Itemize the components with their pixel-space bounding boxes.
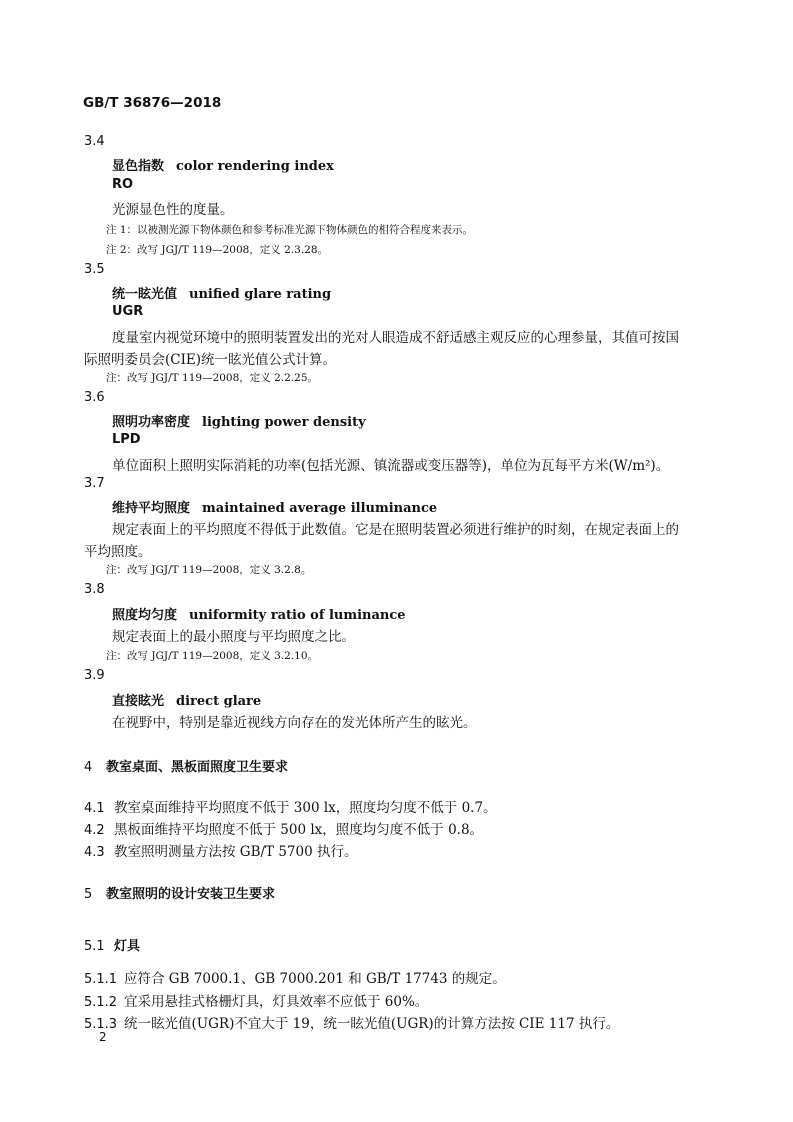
clause-number: 5.1.1	[84, 972, 118, 987]
term-definition: 单位面积上照明实际消耗的功率(包括光源、镇流器或变压器等)，单位为瓦每平方米(W/m²)。	[112, 458, 670, 474]
term-definition-continued: 平均照度。	[84, 544, 152, 560]
term-note: 注：改写 JGJ/T 119—2008，定义 2.2.25。	[106, 372, 319, 384]
term-en: maintained average illuminance	[202, 501, 438, 516]
subsection-title: 灯具	[114, 939, 141, 954]
term-number: 3.8	[84, 582, 105, 597]
clause	[84, 840, 358, 860]
section-heading	[84, 883, 275, 902]
term-definition: 规定表面上的平均照度不得低于此数值。它是在照明装置必须进行维护的时刻，在规定表面上的	[112, 522, 679, 538]
clause-text: 教室照明测量方法按 GB/T 5700 执行。	[114, 844, 358, 860]
section-number: 4	[84, 760, 93, 775]
clause	[84, 967, 506, 987]
clause-text: 黑板面维持平均照度不低于 500 lx，照度均匀度不低于 0.8。	[114, 822, 484, 838]
term-zh: 照度均匀度	[112, 608, 178, 623]
section-title: 教室照明的设计安装卫生要求	[106, 887, 276, 902]
term-note: 注：改写 JGJ/T 119—2008，定义 3.2.10。	[106, 650, 319, 662]
term-number: 3.6	[84, 390, 105, 405]
term-number: 3.9	[84, 668, 105, 683]
clause-text: 教室桌面维持平均照度不低于 300 lx，照度均匀度不低于 0.7。	[114, 800, 497, 816]
term-en: color rendering index	[176, 159, 334, 174]
clause-number: 4.2	[84, 823, 105, 838]
clause	[84, 1012, 619, 1032]
term-en: unified glare rating	[189, 287, 332, 302]
term-note: 注 1：以被测光源下物体颜色和参考标准光源下物体颜色的相符合程度来表示。	[106, 224, 474, 236]
term-abbreviation: RO	[112, 177, 134, 192]
section-title: 教室桌面、黑板面照度卫生要求	[106, 760, 289, 775]
term-heading	[112, 690, 261, 709]
term-abbreviation: LPD	[112, 432, 141, 447]
section-number: 5	[84, 887, 93, 902]
clause-number: 4.3	[84, 845, 105, 860]
term-definition: 光源显色性的度量。	[112, 202, 234, 218]
term-note: 注：改写 JGJ/T 119—2008，定义 3.2.8。	[106, 564, 312, 576]
subsection-heading	[84, 935, 140, 954]
term-heading	[112, 411, 366, 430]
term-zh: 照明功率密度	[112, 415, 191, 430]
term-definition-continued: 际照明委员会(CIE)统一眩光值公式计算。	[84, 352, 337, 368]
clause-number: 4.1	[84, 801, 105, 816]
clause-number: 5.1.3	[84, 1017, 118, 1032]
term-en: lighting power density	[202, 415, 366, 430]
term-number: 3.5	[84, 262, 105, 277]
subsection-number: 5.1	[84, 939, 105, 954]
clause	[84, 990, 428, 1010]
term-note: 注 2：改写 JGJ/T 119—2008，定义 2.3.28。	[106, 244, 329, 256]
term-heading	[112, 497, 437, 516]
clause	[84, 796, 497, 816]
term-definition: 度量室内视觉环境中的照明装置发出的光对人眼造成不舒适感主观反应的心理参量，其值可按国	[112, 330, 679, 346]
page-number: 2	[99, 1030, 107, 1044]
term-heading	[112, 604, 406, 623]
term-abbreviation: UGR	[112, 304, 144, 319]
term-number: 3.7	[84, 476, 105, 491]
term-zh: 维持平均照度	[112, 501, 191, 516]
term-zh: 直接眩光	[112, 694, 165, 709]
term-definition: 规定表面上的最小照度与平均照度之比。	[112, 629, 355, 645]
term-heading	[112, 155, 334, 174]
clause-number: 5.1.2	[84, 995, 118, 1010]
clause-text: 统一眩光值(UGR)不宜大于 19，统一眩光值(UGR)的计算方法按 CIE 117 执行。	[124, 1016, 620, 1032]
term-definition: 在视野中，特别是靠近视线方向存在的发光体所产生的眩光。	[112, 715, 477, 731]
term-zh: 显色指数	[112, 159, 165, 174]
clause-text: 应符合 GB 7000.1、GB 7000.201 和 GB/T 17743 的规定。	[124, 971, 506, 987]
term-en: direct glare	[176, 694, 262, 709]
term-zh: 统一眩光值	[112, 287, 178, 302]
standard-code-header: GB/T 36876—2018	[83, 95, 222, 111]
clause-text: 宜采用悬挂式格栅灯具，灯具效率不应低于 60%。	[124, 994, 429, 1010]
term-en: uniformity ratio of luminance	[189, 608, 406, 623]
term-heading	[112, 283, 331, 302]
clause	[84, 818, 483, 838]
section-heading	[84, 756, 288, 775]
term-number: 3.4	[84, 134, 105, 149]
